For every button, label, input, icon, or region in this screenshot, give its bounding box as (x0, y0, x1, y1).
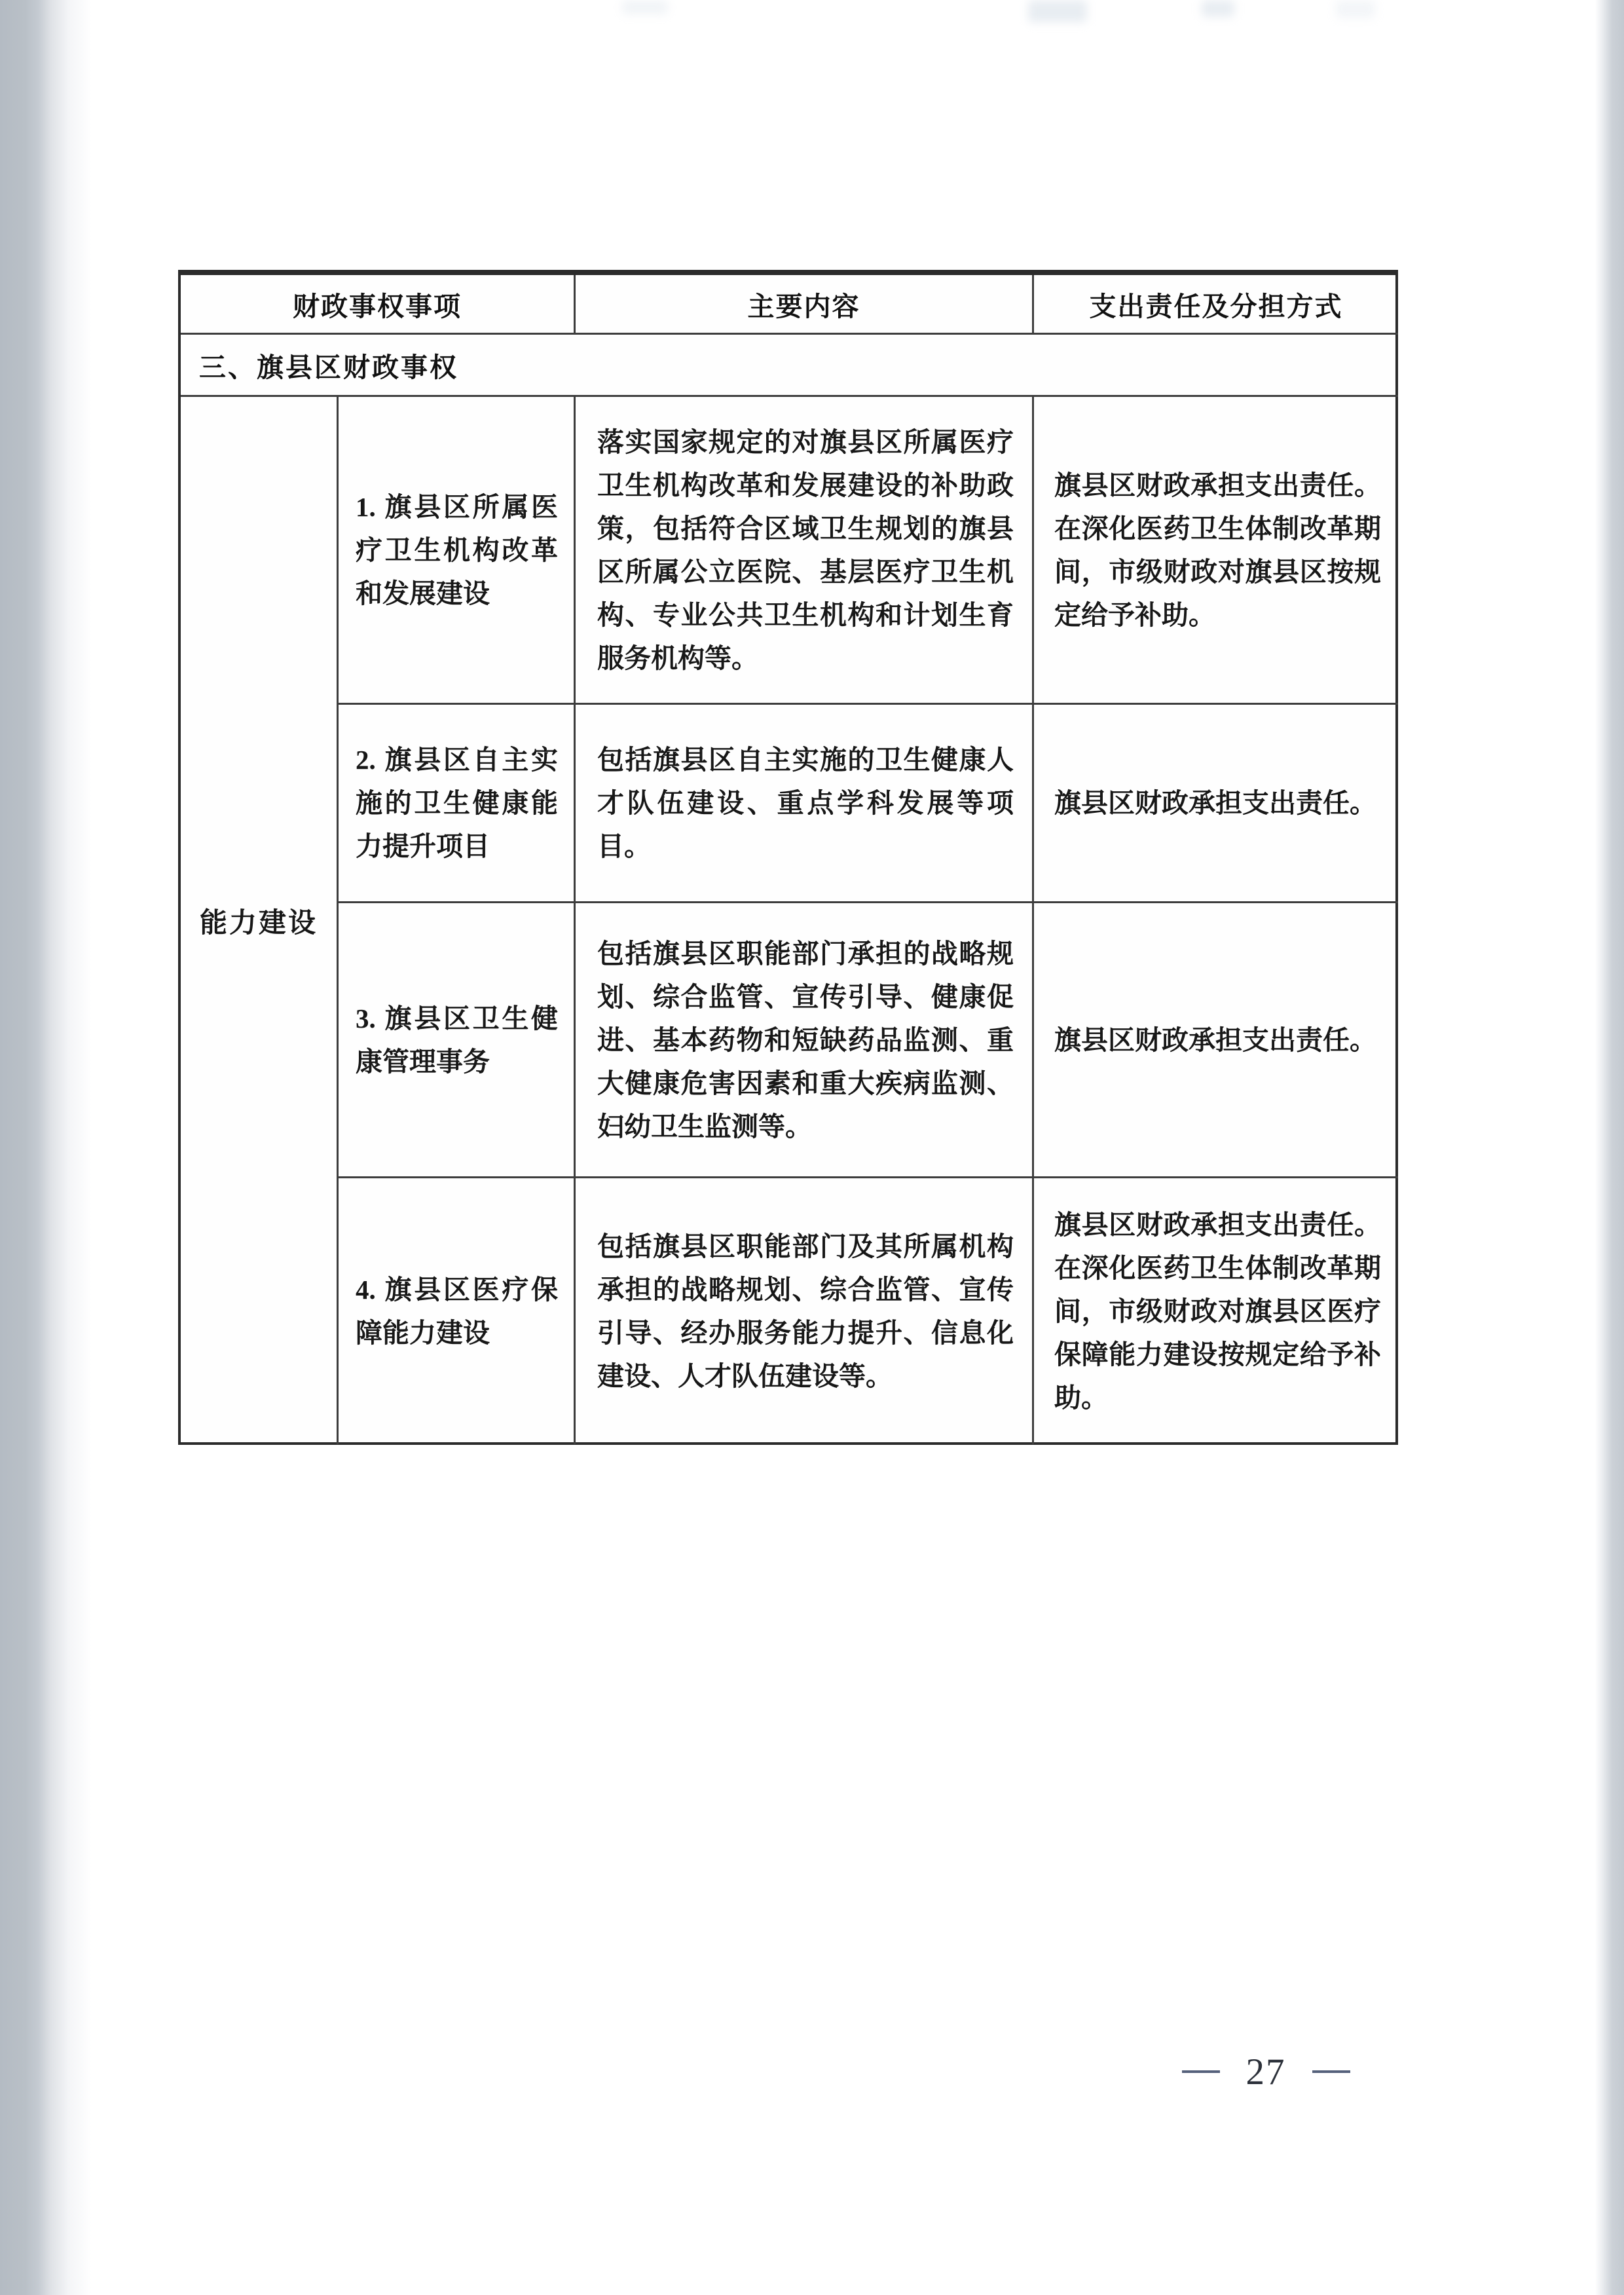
row-item-text: 1. 旗县区所属医疗卫生机构改革和发展建设 (356, 491, 558, 608)
scan-artifact (1336, 0, 1375, 18)
header-main-content (576, 275, 1034, 335)
row-content-text: 落实国家规定的对旗县区所属医疗卫生机构改革和发展建设的补助政策，包括符合区域卫生规划的旗县区所属公立医院、基层医疗卫生机构、专业公共卫生机构和计划生育服务机构等。 (597, 426, 1014, 673)
table-row-2-item-cell (339, 705, 576, 903)
row-responsibility-text: 旗县区财政承担支出责任。 (1054, 1024, 1376, 1055)
row-content-text: 包括旗县区职能部门及其所属机构承担的战略规划、综合监管、宣传引导、经办服务能力提升、信息化建设、人才队伍建设等。 (597, 1231, 1014, 1391)
row-responsibility-text: 旗县区财政承担支出责任。在深化医药卫生体制改革期间，市级财政对旗县区按规定给予补助。 (1054, 470, 1381, 630)
page-number (1171, 2049, 1361, 2095)
scan-artifact (622, 0, 668, 14)
row-item-text: 2. 旗县区自主实施的卫生健康能力提升项目 (356, 745, 558, 861)
scan-artifact (1202, 0, 1234, 17)
page-number-value: 27 (1246, 2051, 1286, 2093)
page-right-edge-shadow (1595, 0, 1624, 2295)
page-number-left-dash (1182, 2070, 1220, 2073)
row-responsibility-text: 旗县区财政承担支出责任。在深化医药卫生体制改革期间，市级财政对旗县区医疗保障能力建设按规定给予补助。 (1054, 1210, 1381, 1413)
header-label: 支出责任及分担方式 (1089, 291, 1343, 322)
table-row-4-item-cell (339, 1178, 576, 1444)
header-label: 财政事权事项 (293, 291, 462, 322)
table-row-3-item-cell (339, 903, 576, 1178)
scan-artifact (1028, 0, 1087, 22)
page-left-edge-shadow (0, 0, 92, 2295)
fiscal-powers-table (178, 270, 1398, 1445)
header-fiscal-power-item (181, 275, 576, 335)
section-title: 三、旗县区财政事权 (199, 352, 458, 382)
table-row-2-responsibility-cell (1034, 705, 1398, 903)
row-item-text: 4. 旗县区医疗保障能力建设 (356, 1275, 558, 1348)
page-number-right-dash (1312, 2070, 1350, 2073)
category-label: 能力建设 (199, 908, 318, 939)
header-expenditure-responsibility (1034, 275, 1398, 335)
section-row-county-fiscal-powers (181, 335, 1398, 397)
table-row-1-responsibility-cell (1034, 397, 1398, 705)
table-row-1-content-cell (576, 397, 1034, 705)
table-row-2-content-cell (576, 705, 1034, 903)
row-content-text: 包括旗县区职能部门承担的战略规划、综合监管、宣传引导、健康促进、基本药物和短缺药品监测、重大健康危害因素和重大疾病监测、妇幼卫生监测等。 (597, 938, 1014, 1142)
row-content-text: 包括旗县区自主实施的卫生健康人才队伍建设、重点学科发展等项目。 (597, 745, 1014, 861)
table-row-4-responsibility-cell (1034, 1178, 1398, 1444)
table-row-4-content-cell (576, 1178, 1034, 1444)
table-row-3-content-cell (576, 903, 1034, 1178)
row-responsibility-text: 旗县区财政承担支出责任。 (1054, 788, 1376, 818)
category-cell-capacity-building (181, 397, 339, 1444)
table-row-3-responsibility-cell (1034, 903, 1398, 1178)
header-label: 主要内容 (747, 291, 860, 322)
table-row-1-item-cell (339, 397, 576, 705)
row-item-text: 3. 旗县区卫生健康管理事务 (356, 1003, 558, 1077)
